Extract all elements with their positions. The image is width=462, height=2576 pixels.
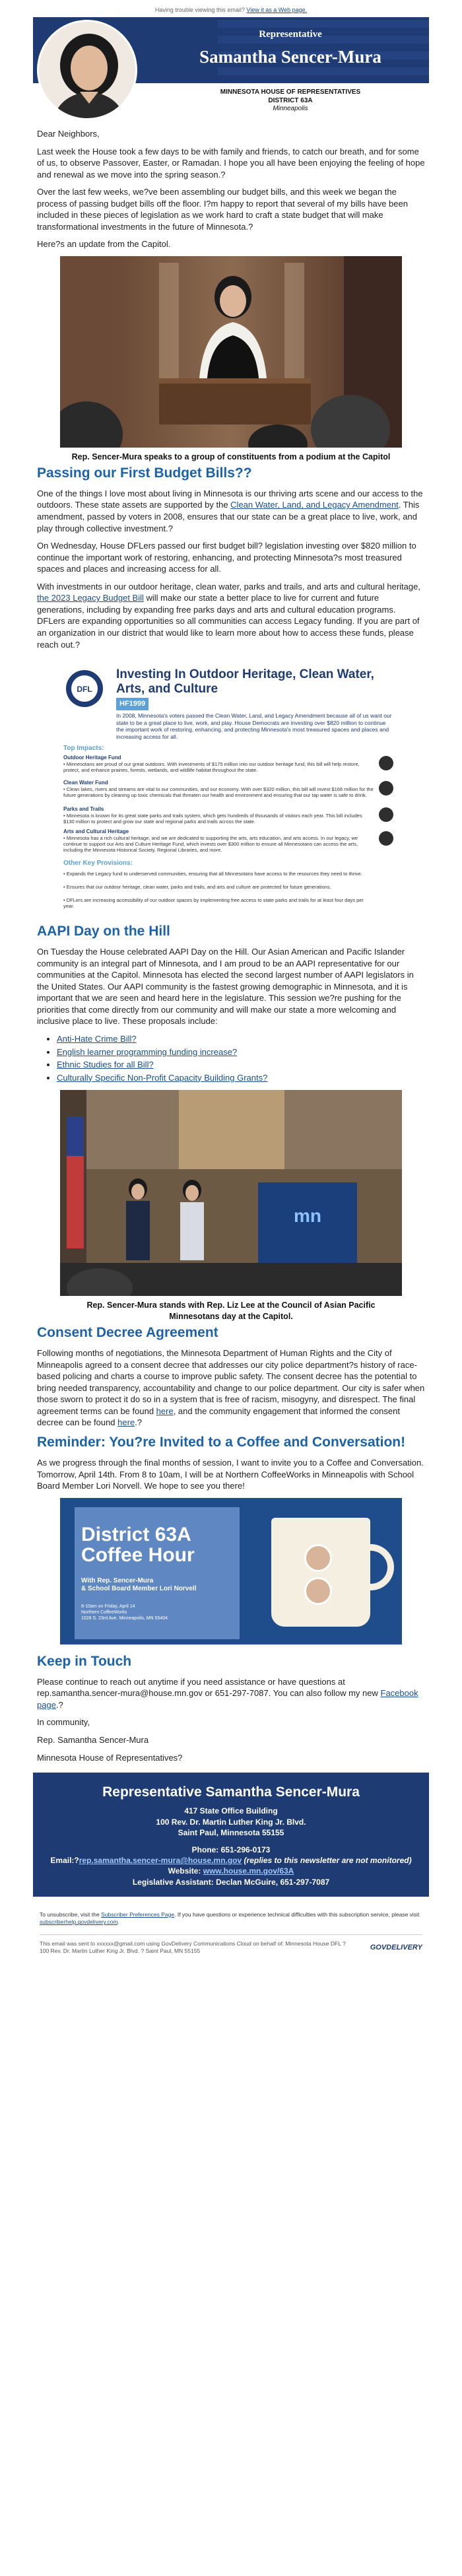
keep-in-touch-heading: Keep in Touch <box>37 1653 132 1669</box>
subscriber-help-link[interactable]: subscriberhelp.govdelivery.com <box>40 1918 118 1926</box>
banner-sub1: With Rep. Sencer-Mura <box>81 1576 154 1584</box>
govdelivery-logo[interactable]: GOVDELIVERY <box>370 1943 422 1951</box>
budget-p3-text-a: With investments in our outdoor heritage, clean water, parks and trails, and arts and cultural heritage, <box>37 581 420 592</box>
budget-p1-text-b: . This amendment, passed by voters in 2008, ensures that our state can be a great place to live, work, and play through collective investment.? <box>37 500 420 533</box>
photo1-caption: Rep. Sencer-Mura speaks to a group of constituents from a podium at the Capitol <box>71 452 391 461</box>
facebook-page-link[interactable]: Facebook page <box>37 1688 418 1710</box>
intro-p2: Over the last few weeks, we?ve been assembling our budget bills, and this week we began the process of passing budget bills off the floor. I?m happy to report that several of my bills have been included in these pieces of legislation as we work hard to craft a state budget that will make transformational investments in the future of Minnesota.? <box>37 187 408 232</box>
dfl-seal-icon <box>66 670 103 707</box>
seal-text: DFL <box>77 685 92 695</box>
impacts-heading: Top Impacts: <box>63 745 104 753</box>
budget-heading: Passing our First Budget Bills?? <box>37 465 252 481</box>
aapi-caption: Rep. Sencer-Mura stands with Rep. Liz Lee at the Council of Asian Pacific Minnesotans day at the Capitol. <box>86 1301 376 1322</box>
header-banner <box>33 17 429 128</box>
aapi-heading: AAPI Day on the Hill <box>37 924 170 939</box>
aapi-p1: On Tuesday the House celebrated AAPI Day on the Hill. Our Asian American and Pacific Islander community is an integral part of Minnesota, and I am proud to be an AAPI representative for our communities at the Capitol. Minnesota has elected the second largest number of AAPI legislators in the United States. Our AAPI community is the fastest growing demographic in Minnesota, and it is important that we are seen and heard here in the legislature. This session we?re pushing for the priorities that come directly from our community and will make our state a more welcoming and inclusive place to live. These proposals include: <box>37 947 414 1027</box>
budget-p3-text-b: will make our state a better place to live for current and future generations, including by expanding free parks days and arts and cultural education programs. DFLers are expanding opportunities so all communities can access Legacy funding. If you are part of an organization in our district that would like to learn more about how to access these funds, please reach out.? <box>37 593 420 650</box>
impact-text: • Clean lakes, rivers and streams are vital to our communities, and our economy. With over $320 million, this bill will invest $168 million for the future generations by cleaning up toxic chemicals that threaten our health and environment and ensuring that our tap water is safe to drink. <box>63 786 374 798</box>
district: DISTRICT 63A <box>268 96 313 104</box>
unsubscribe-text <box>40 1911 422 1926</box>
provision-3: • DFLers are increasing accessibility of our outdoor spaces by implementing free access to state parks and trails for at least four days per year. <box>63 897 364 910</box>
aapi-photo <box>60 1090 402 1296</box>
avatar <box>304 1544 332 1572</box>
impact-title: Arts and Cultural Heritage <box>63 829 129 835</box>
infographic-intro: In 2008, Minnesota's voters passed the Clean Water, Land, and Legacy Amendment because all of us want our state to be a great place to live, work, and play. House Democrats are investing over $820 million to continue the important work of restoring, enhancing, and protecting Minnesota's most treasured spaces and places and increasing access for all. <box>116 712 392 740</box>
rep-title <box>152 28 429 69</box>
list-item <box>57 1072 425 1084</box>
impact-title: Clean Water Fund <box>63 780 108 786</box>
infographic-bill: HF1999 <box>116 698 148 710</box>
impact-parks <box>63 806 374 825</box>
email-note: (replies to this newsletter are not monitored) <box>242 1856 412 1866</box>
provision-2: • Ensures that our outdoor heritage, clean water, parks and trails, and arts and culture are protected for future generations. <box>63 884 331 891</box>
house-info <box>152 88 429 114</box>
contact-footer <box>33 1773 429 1897</box>
rep-portrait <box>37 20 137 120</box>
banner-title <box>81 1524 195 1566</box>
tree-icon <box>379 756 393 770</box>
kit-text-a: Please continue to reach out anytime if you need assistance or have questions at rep.samantha.sencer-mura@house.mn.gov or 651-297-7087. You can also follow my new <box>37 1676 381 1699</box>
consent-text-a: Following months of negotiations, the Minnesota Department of Human Rights and the City of Minneapolis agreed to a consent decree that addresses our city police department?s history of race-based policing and charts a course to improve public safety. The consent decree has the potential to bring needed transparency, accountability and change to our police department. Our city is safer when those sworn to protect it do so in a system that is free of racism, misogyny, and disrespect. The final agreement terms can be found <box>37 1348 425 1416</box>
rep-small-title: Representative <box>259 29 322 40</box>
budget-p2: On Wednesday, House DFLers passed our first budget bill? legislation investing over $820 million to continue the important work of restoring, enhancing, and protecting Minnesota?s most treasured spaces and places and increasing access for all. <box>37 541 416 574</box>
intro-p3: Here?s an update from the Capitol. <box>37 239 171 250</box>
legacy-budget-bill-link[interactable]: the 2023 Legacy Budget Bill <box>37 593 144 603</box>
mug-handle <box>364 1544 394 1590</box>
consent-text-b: , and the community engagement that informed the consent decree can be found <box>37 1406 400 1428</box>
coffee-hour-banner <box>60 1498 402 1644</box>
legacy-infographic <box>59 662 403 914</box>
english-learner-link[interactable]: English learner programming funding increase? <box>57 1046 238 1057</box>
coffee-mug-icon <box>271 1518 370 1627</box>
provision-1: • Expands the Legacy fund to underserved communities, ensuring that all Minnesotans have access to the resources they need to thrive. <box>63 871 362 877</box>
list-item <box>57 1059 425 1071</box>
sent-info <box>40 1940 422 1955</box>
footer-name: Representative Samantha Sencer-Mura <box>102 1784 360 1800</box>
footer-office: 417 State Office Building <box>184 1806 278 1816</box>
podium-photo-image <box>60 256 402 448</box>
email-body <box>33 128 429 1763</box>
footer-street: 100 Rev. Dr. Martin Luther King Jr. Blvd. <box>156 1817 306 1827</box>
trail-icon <box>379 807 393 822</box>
portrait-image <box>39 22 137 120</box>
infographic-title: Investing In Outdoor Heritage, Clean Water, Arts, and Culture <box>116 667 374 696</box>
footer-city: Saint Paul, Minnesota 55155 <box>178 1827 284 1837</box>
closing: In community, <box>37 1717 90 1728</box>
banner-title-line2: Coffee Hour <box>81 1544 195 1567</box>
unsub-text-a: To unsubscribe, visit the <box>40 1911 102 1918</box>
keep-in-touch-p1 <box>37 1676 425 1711</box>
sent-text: This email was sent to xxxxxx@gmail.com using GovDelivery Communications Cloud on behalf of: Minnesota House DFL ? 100 Rev. Dr. Martin Luther King Jr. Blvd. ? Saint Paul, MN 55155 <box>40 1940 346 1955</box>
banner-when: 8-10am on Friday, April 14 <box>81 1604 135 1609</box>
podium-photo <box>60 256 402 448</box>
water-drop-icon <box>379 781 393 796</box>
footer-email-line <box>40 1855 422 1866</box>
kit-text-b: .? <box>55 1699 63 1710</box>
aapi-photo-image <box>60 1090 402 1296</box>
preheader <box>0 0 462 17</box>
podium-logo-text: mn <box>294 1205 321 1227</box>
unsub-text-c: . <box>117 1918 119 1926</box>
impact-outdoor <box>63 755 374 773</box>
aapi-bills-list <box>57 1033 425 1083</box>
anti-hate-bill-link[interactable]: Anti-Hate Crime Bill? <box>57 1034 137 1044</box>
greeting: Dear Neighbors, <box>37 129 100 139</box>
website-label: Website: <box>168 1866 203 1876</box>
coffee-p1: As we progress through the final months of session, I want to invite you to a Coffee and Conversation. Tomorrow, April 14th. From 8 to 10am, I will be at Northern CoffeeWorks in Minneapolis with School Board Member Lori Norvell. We hope to see you there! <box>37 1458 424 1491</box>
impact-text: • Minnesota is known for its great state parks and trails system, which gets hundreds of thousands of visitors each year. This bill includes $130 million to protect and grow our state and regional parks and trails across the state. <box>63 812 362 825</box>
provisions-heading: Other Key Provisions: <box>63 860 133 867</box>
impact-arts <box>63 829 374 853</box>
preheader-text: Having trouble viewing this email? <box>154 7 245 13</box>
list-item <box>57 1046 425 1058</box>
impact-title: Outdoor Heritage Fund <box>63 755 121 761</box>
ethnic-studies-link[interactable]: Ethnic Studies for all Bill? <box>57 1060 154 1070</box>
consent-heading: Consent Decree Agreement <box>37 1324 218 1340</box>
signature-org: Minnesota House of Representatives? <box>37 1752 183 1763</box>
impact-text: • Minnesota has a rich cultural heritage, and we are dedicated to supporting the arts, arts education, and arts access. In our legacy, we continue to support our Arts and Culture Heritage Fund, which invests over $300 million to ensure all Minnesotans can access the arts, including the Minnesota Historical Society, Regional Libraries, and more. <box>63 834 358 853</box>
footer-website-line <box>40 1866 422 1876</box>
footer-assistant: Legislative Assistant: Declan McGuire, 651-297-7087 <box>132 1877 330 1887</box>
banner-subtitle <box>81 1577 196 1594</box>
legacy-amendment-link[interactable]: Clean Water, Land, and Legacy Amendment <box>230 500 399 510</box>
budget-p1-text-a: One of the things I love most about living in Minnesota is our thriving arts scene and our access to the outdoors. These state assets are supported by the <box>37 488 423 510</box>
unsub-text-b: . If you have questions or experience technical difficulties with this subscription service, please visit <box>174 1911 420 1918</box>
intro-p1: Last week the House took a few days to be with family and friends, to catch our breath, and for some of us, to observe Passover, Easter, or Ramadan. I hope you all have been enjoying the feeling of hope and renewal as we move into the spring season.? <box>37 146 425 180</box>
house-name: MINNESOTA HOUSE OF REPRESENTATIVES <box>220 88 361 96</box>
legal-footer <box>33 1897 429 1962</box>
view-web-link[interactable]: View it as a Web page. <box>246 7 308 13</box>
budget-p1 <box>37 488 425 534</box>
banner-sub2: & School Board Member Lori Norvell <box>81 1585 197 1593</box>
divider <box>40 1934 422 1935</box>
coffee-heading: Reminder: You?re Invited to a Coffee and Conversation! <box>37 1434 406 1450</box>
theater-mask-icon <box>379 831 393 846</box>
consent-text-c: .? <box>135 1417 143 1428</box>
banner-where: Northern CoffeeWorks <box>81 1610 127 1615</box>
community-engagement-link[interactable]: here <box>117 1417 135 1428</box>
impact-water <box>63 780 374 798</box>
banner-addr: 1028 S. 23rd Ave. Minneapolis, MN 55404 <box>81 1615 168 1621</box>
avatar <box>304 1577 332 1605</box>
nonprofit-grants-link[interactable]: Culturally Specific Non-Profit Capacity Building Grants? <box>57 1072 268 1083</box>
city: Minneapolis <box>273 105 308 112</box>
impact-text: • Minnesotans are proud of our great outdoors. With investments of $175 million into our outdoor heritage fund, this bill will help restore, protect, and enhance prairies, forests, wetlands, and wildlife habitat throughout the state. <box>63 761 360 773</box>
subscriber-preferences-link[interactable]: Subscriber Preferences Page <box>101 1911 175 1918</box>
signature-name: Rep. Samantha Sencer-Mura <box>37 1735 149 1746</box>
banner-details <box>81 1604 168 1621</box>
newsletter <box>33 17 429 1962</box>
footer-phone: Phone: 651-296-0173 <box>191 1845 271 1855</box>
consent-p1 <box>37 1347 425 1429</box>
impact-title: Parks and Trails <box>63 806 104 813</box>
budget-p3 <box>37 581 425 650</box>
footer-website-link[interactable]: www.house.mn.gov/63A <box>203 1866 294 1876</box>
rep-name: Samantha Sencer-Mura <box>199 47 381 67</box>
list-item <box>57 1033 425 1045</box>
footer-email-link[interactable]: rep.samantha.sencer-mura@house.mn.gov <box>79 1856 242 1866</box>
email-label: Email:? <box>50 1856 79 1866</box>
banner-title-line1: District 63A <box>81 1523 191 1545</box>
consent-terms-link[interactable]: here <box>156 1406 174 1416</box>
